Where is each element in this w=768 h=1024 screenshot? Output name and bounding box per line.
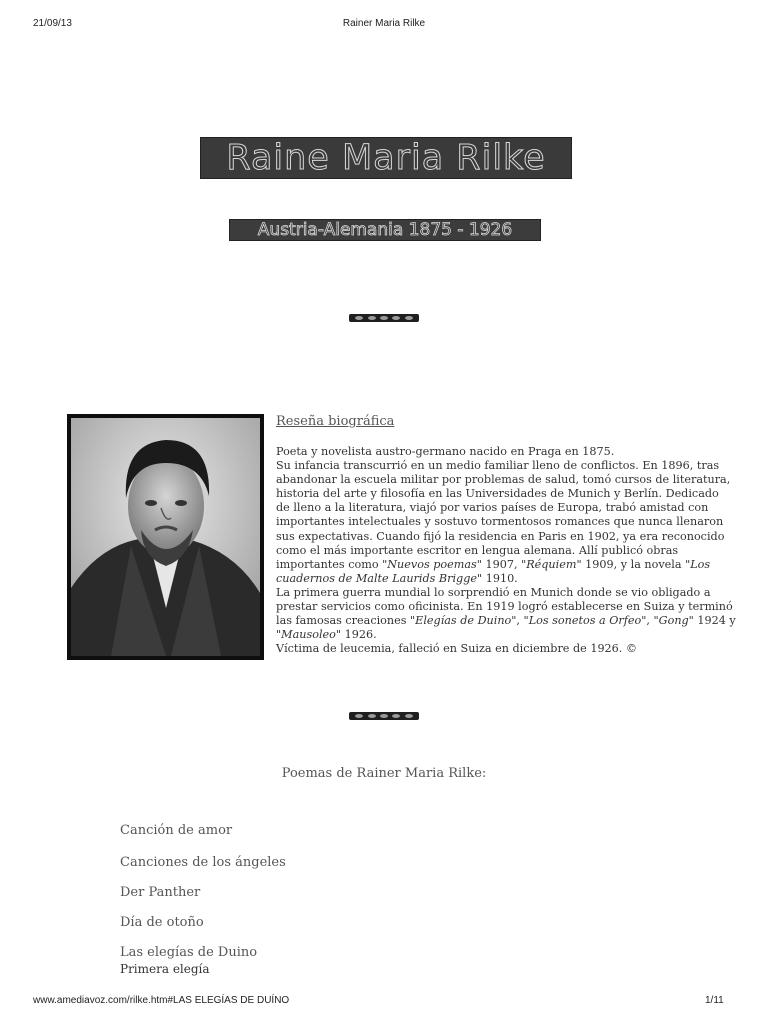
footer-page-number: 1/11 bbox=[705, 995, 724, 1006]
header-title: Rainer Maria Rilke bbox=[342, 18, 426, 29]
work-title: "Los sonetos a Orfeo" bbox=[523, 614, 647, 628]
poem-link[interactable]: Día de otoño bbox=[120, 915, 204, 930]
ornament-divider bbox=[349, 314, 419, 322]
banner-title: Raine Maria Rilke bbox=[226, 138, 546, 178]
poem-link[interactable]: Las elegías de Duino bbox=[120, 945, 258, 960]
work-title: "Mausoleo" bbox=[276, 628, 342, 642]
work-title: "Elegías de Duino" bbox=[410, 614, 517, 628]
bio-title: Reseña biográfica bbox=[276, 414, 395, 429]
title-banner bbox=[200, 137, 572, 179]
work-title: "Réquiem" bbox=[521, 557, 582, 571]
work-title: "Los cuadernos de Malte Laurids Brigge" bbox=[276, 557, 711, 585]
portrait-image bbox=[67, 414, 264, 660]
poems-heading: Poemas de Rainer Maria Rilke: bbox=[281, 766, 487, 781]
bio-paragraph-3: La primera guerra mundial lo sorprendió en Munich donde se vio obligado a prestar servicios como oficinista. En 1919 logró establecerse en Suiza y terminó las famosas creaciones "Elegías de Duino", "Los sonetos a Orfeo", "Gong" 1924 y "Mausoleo" 1926. bbox=[276, 585, 736, 642]
bio-text bbox=[276, 445, 736, 656]
work-title: "Nuevos poemas" bbox=[382, 557, 482, 571]
bio-paragraph-2: Su infancia transcurrió en un medio familiar lleno de conflictos. En 1896, tras abandonar la escuela militar por problemas de salud, tomó cursos de literatura, historia del arte y filosofía en las Universidades de Munich y Berlín. Dedicado de lleno a la literatura, viajó por varios países de Europa, trabó amistad con importantes intelectuales y sostuvo tormentosos romances que nunca llenaron sus expectativas. Cuando fijó la residencia en Paris en 1902, ya era reconocido como el más importante escritor en lengua alemana. Allí publicó obras importantes como "Nuevos poemas" 1907, "Réquiem" 1909, y la novela "Los cuadernos de Malte Laurids Brigge" 1910. bbox=[276, 459, 731, 585]
poem-link[interactable]: Canciones de los ángeles bbox=[120, 855, 286, 870]
footer-url: www.amediavoz.com/rilke.htm#LAS ELEGÍAS DE DUÍNO bbox=[33, 995, 290, 1006]
poem-link[interactable]: Canción de amor bbox=[120, 823, 233, 838]
subtitle-banner bbox=[229, 219, 541, 241]
poem-link[interactable]: Der Panther bbox=[120, 885, 201, 900]
banner-subtitle: Austria-Alemania 1875 - 1926 bbox=[257, 220, 513, 240]
bio-line-4: Víctima de leucemia, falleció en Suiza en diciembre de 1926. © bbox=[276, 642, 638, 656]
bio-line-1: Poeta y novelista austro-germano nacido en Praga en 1875. bbox=[276, 445, 615, 458]
header-date: 21/09/13 bbox=[33, 18, 72, 29]
work-title: "Gong" bbox=[653, 614, 694, 628]
ornament-divider bbox=[349, 712, 419, 720]
poem-sublink[interactable]: Primera elegía bbox=[120, 962, 210, 976]
